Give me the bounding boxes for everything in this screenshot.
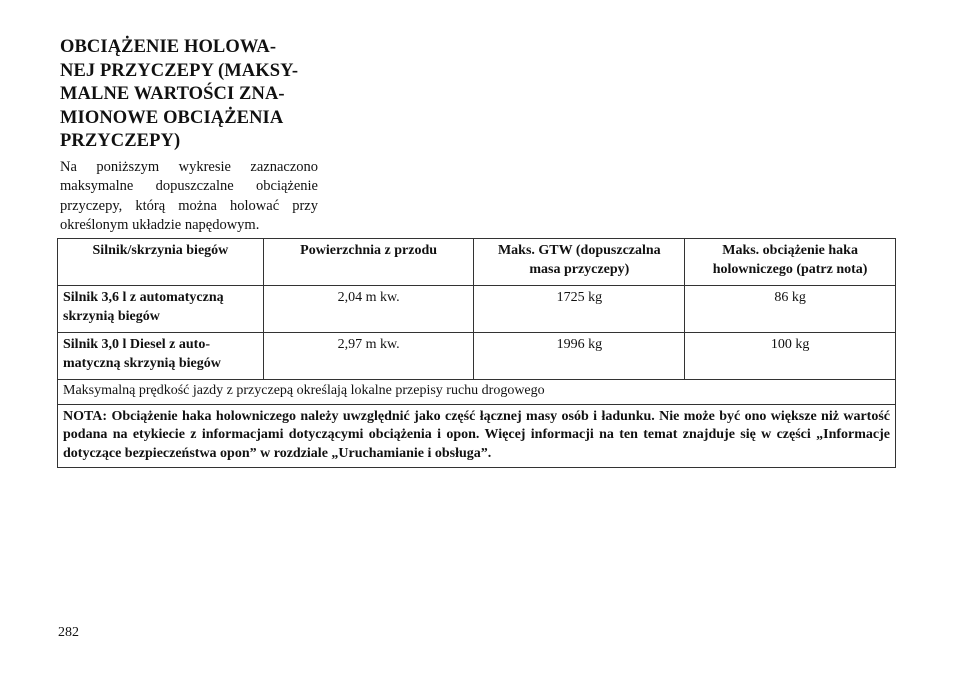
gtw-cell: 1725 kg	[474, 286, 685, 333]
towing-load-table	[57, 238, 896, 468]
engine-cell: Silnik 3,6 l z automatyczną skrzynią biegów	[58, 286, 264, 333]
speed-note-row	[58, 380, 896, 405]
intro-line: określonym układzie napędowym.	[60, 217, 260, 234]
heading-line: OBCIĄŻENIE HOLOWA-	[60, 37, 277, 57]
header-max-tongue-weight: Maks. obciążenie haka holowniczego (patrz nota)	[685, 239, 896, 286]
frontal-area-cell: 2,97 m kw.	[263, 333, 474, 380]
intro-paragraph	[60, 158, 318, 236]
heading-line: NEJ PRZYCZEPY (MAKSY-	[60, 60, 299, 81]
heading-line: MALNE WARTOŚCI ZNA-	[60, 84, 285, 104]
heading-line: PRZYCZEPY)	[60, 131, 181, 151]
engine-cell: Silnik 3,0 l Diesel z auto- matyczną skrzynią biegów	[58, 333, 264, 380]
table-header-row	[58, 239, 896, 286]
header-engine-transmission: Silnik/skrzynia biegów	[58, 239, 264, 286]
table-row	[58, 333, 896, 380]
frontal-area-cell: 2,04 m kw.	[263, 286, 474, 333]
gtw-cell: 1996 kg	[474, 333, 685, 380]
tongue-weight-cell: 100 kg	[685, 333, 896, 380]
intro-line: maksymalne dopuszczalne obciążenie	[60, 178, 318, 195]
intro-line: przyczepy, którą można holować przy	[60, 197, 318, 214]
heading-line: MIONOWE OBCIĄŻENIA	[60, 107, 284, 128]
page-number: 282	[58, 625, 79, 640]
table-row	[58, 286, 896, 333]
header-max-gtw: Maks. GTW (dopuszczalna masa przyczepy)	[474, 239, 685, 286]
tongue-weight-cell: 86 kg	[685, 286, 896, 333]
speed-note: Maksymalną prędkość jazdy z przyczepą określają lokalne przepisy ruchu drogowego	[58, 380, 896, 405]
section-heading	[60, 36, 320, 154]
nota-row	[58, 404, 896, 468]
intro-line: Na poniższym wykresie zaznaczono	[60, 159, 318, 175]
nota-text: NOTA: Obciążenie haka holowniczego należy uwzględnić jako część łącznej masy osób i ładunku. Nie może być ono większe niż wartość podana na etykiecie z informacjami dotyczącymi obciążenia i opon. Więcej informacji na ten temat znajduje się w części „Informacje dotyczące bezpieczeństwa opon” w rozdziale „Uruchamianie i obsługa”.	[58, 404, 896, 468]
header-frontal-area: Powierzchnia z przodu	[263, 239, 474, 286]
